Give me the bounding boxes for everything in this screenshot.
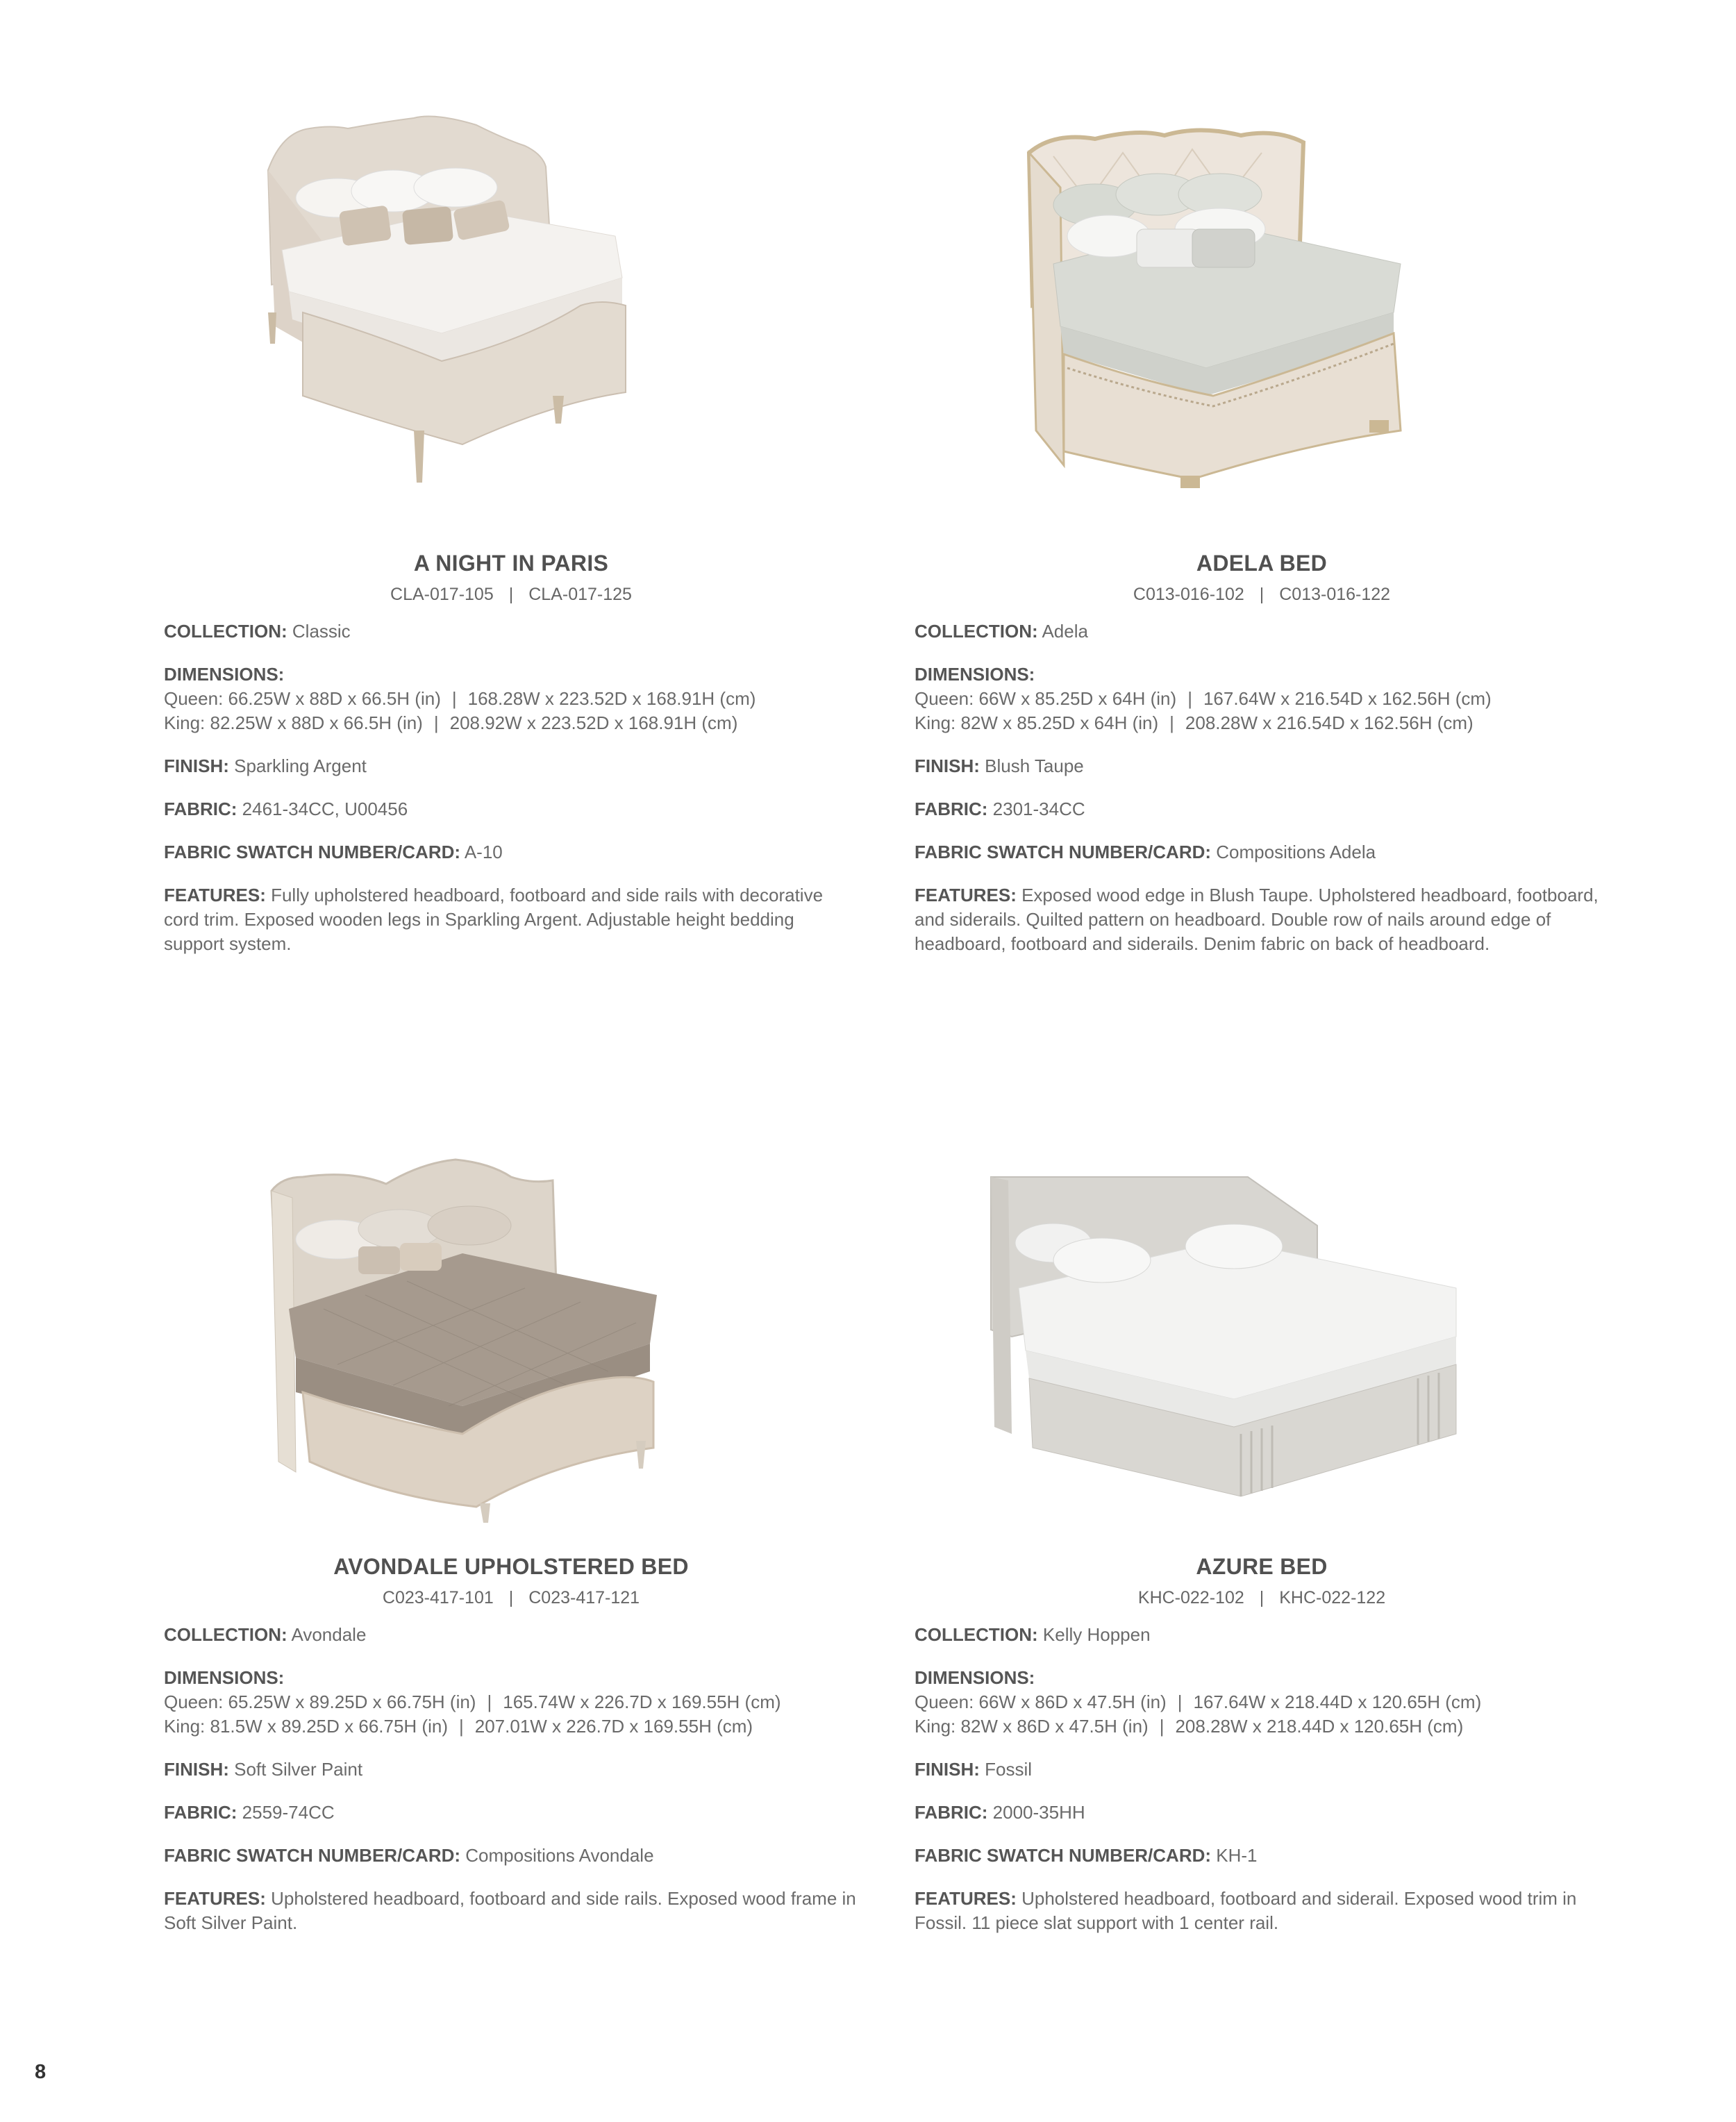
fabric-value: 2461-34CC, U00456: [242, 799, 408, 819]
sku-separator: |: [508, 1588, 514, 1607]
swatch-label: FABRIC SWATCH NUMBER/CARD:: [915, 1845, 1212, 1866]
dimensions-queen-in: Queen: 65.25W x 89.25D x 66.75H (in): [164, 1691, 476, 1712]
dimensions-king: [915, 1714, 1609, 1739]
collection-value: Kelly Hoppen: [1042, 1624, 1151, 1645]
dimension-separator: |: [487, 1691, 492, 1712]
product-details: [915, 1623, 1609, 1954]
dimension-separator: |: [1159, 1716, 1165, 1737]
swatch-value: Compositions Avondale: [465, 1845, 654, 1866]
dimensions-king-cm: 208.28W x 216.54D x 162.56H (cm): [1185, 712, 1474, 733]
dimensions-label: DIMENSIONS:: [164, 664, 285, 685]
finish-value: Fossil: [985, 1759, 1033, 1780]
fabric-value: 2301-34CC: [992, 799, 1085, 819]
sku-queen: KHC-022-102: [1137, 1588, 1244, 1607]
features-label: FEATURES:: [164, 885, 266, 905]
dimensions-queen-cm: 167.64W x 216.54D x 162.56H (cm): [1203, 688, 1492, 709]
fabric-row: [164, 1801, 858, 1825]
finish-row: [164, 754, 858, 778]
dimension-separator: |: [1187, 688, 1192, 709]
swatch-value: Compositions Adela: [1216, 842, 1376, 862]
dimensions-king-cm: 207.01W x 226.7D x 169.55H (cm): [474, 1716, 753, 1737]
product-details: [164, 619, 858, 975]
dimensions-queen-cm: 165.74W x 226.7D x 169.55H (cm): [503, 1691, 781, 1712]
fabric-value: 2000-35HH: [992, 1802, 1085, 1823]
product-details: [915, 619, 1609, 975]
dimensions-queen: [164, 687, 858, 711]
product-skus: [164, 585, 858, 605]
collection-value: Adela: [1042, 621, 1088, 642]
finish-row: [164, 1757, 858, 1782]
dimensions-label: DIMENSIONS:: [164, 1667, 285, 1688]
dimension-separator: |: [1177, 1691, 1183, 1712]
fabric-label: FABRIC:: [164, 1802, 237, 1823]
collection-value: Classic: [292, 621, 351, 642]
dimensions-king-cm: 208.28W x 218.44D x 120.65H (cm): [1175, 1716, 1464, 1737]
dimensions-king-cm: 208.92W x 223.52D x 168.91H (cm): [449, 712, 738, 733]
sku-king: C013-016-122: [1279, 585, 1391, 604]
dimensions-row: [915, 1666, 1609, 1739]
dimensions-row: [164, 662, 858, 735]
dimensions-queen-in: Queen: 66W x 86D x 47.5H (in): [915, 1691, 1167, 1712]
dimensions-king-in: King: 81.5W x 89.25D x 66.75H (in): [164, 1716, 448, 1737]
dimensions-king-in: King: 82.25W x 88D x 66.5H (in): [164, 712, 423, 733]
dimensions-label: DIMENSIONS:: [915, 1667, 1035, 1688]
dimensions-king-in: King: 82W x 86D x 47.5H (in): [915, 1716, 1149, 1737]
sku-queen: CLA-017-105: [390, 585, 494, 604]
swatch-label: FABRIC SWATCH NUMBER/CARD:: [915, 842, 1212, 862]
dimensions-queen-cm: 168.28W x 223.52D x 168.91H (cm): [467, 688, 756, 709]
sku-queen: C023-417-101: [382, 1588, 494, 1607]
swatch-row: [915, 840, 1609, 864]
sku-king: KHC-022-122: [1279, 1588, 1386, 1607]
collection-row: [915, 619, 1609, 644]
dimensions-queen-cm: 167.64W x 218.44D x 120.65H (cm): [1193, 1691, 1482, 1712]
product-image-adela-bed: [915, 104, 1609, 521]
swatch-value: KH-1: [1216, 1845, 1258, 1866]
finish-value: Blush Taupe: [985, 755, 1084, 776]
finish-row: [915, 754, 1609, 778]
product-skus: [915, 585, 1609, 605]
dimensions-queen: [915, 1690, 1609, 1714]
collection-label: COLLECTION:: [164, 1624, 287, 1645]
product-skus: [915, 1588, 1609, 1608]
dimensions-king: [915, 711, 1609, 735]
sku-king: CLA-017-125: [528, 585, 632, 604]
collection-label: COLLECTION:: [915, 621, 1038, 642]
sku-king: C023-417-121: [528, 1588, 640, 1607]
product-title: ADELA BED: [1196, 551, 1328, 576]
dimension-separator: |: [458, 1716, 464, 1737]
dimensions-queen: [164, 1690, 858, 1714]
collection-row: [164, 619, 858, 644]
fabric-label: FABRIC:: [915, 1802, 988, 1823]
dimensions-row: [164, 1666, 858, 1739]
product-title: A NIGHT IN PARIS: [413, 551, 609, 576]
swatch-row: [915, 1844, 1609, 1868]
features-row: [915, 1887, 1609, 1935]
features-value: Upholstered headboard, footboard and side rails. Exposed wood frame in Soft Silver Paint.: [164, 1888, 856, 1933]
collection-label: COLLECTION:: [164, 621, 287, 642]
product-image-a-night-in-paris: [164, 104, 858, 521]
dimensions-label: DIMENSIONS:: [915, 664, 1035, 685]
dimensions-queen: [915, 687, 1609, 711]
dimensions-king: [164, 711, 858, 735]
dimensions-row: [915, 662, 1609, 735]
features-value: Fully upholstered headboard, footboard and side rails with decorative cord trim. Exposed wooden legs in Sparkling Argent. Adjustable height bedding support system.: [164, 885, 824, 954]
dimensions-queen-in: Queen: 66W x 85.25D x 64H (in): [915, 688, 1177, 709]
finish-value: Soft Silver Paint: [234, 1759, 363, 1780]
features-label: FEATURES:: [915, 885, 1017, 905]
page-number: 8: [35, 2061, 47, 2083]
fabric-row: [915, 1801, 1609, 1825]
collection-value: Avondale: [291, 1624, 367, 1645]
dimension-separator: |: [451, 688, 457, 709]
fabric-row: [915, 797, 1609, 821]
swatch-value: A-10: [464, 842, 503, 862]
swatch-label: FABRIC SWATCH NUMBER/CARD:: [164, 842, 461, 862]
product-image-avondale-upholstered-bed: [164, 1108, 858, 1524]
swatch-row: [164, 1844, 858, 1868]
sku-queen: C013-016-102: [1133, 585, 1244, 604]
sku-separator: |: [1259, 1588, 1265, 1607]
features-label: FEATURES:: [164, 1888, 266, 1909]
features-value: Upholstered headboard, footboard and siderail. Exposed wood trim in Fossil. 11 piece slat support with 1 center rail.: [915, 1888, 1577, 1933]
product-title: AZURE BED: [1196, 1554, 1328, 1579]
fabric-value: 2559-74CC: [242, 1802, 335, 1823]
dimensions-king-in: King: 82W x 85.25D x 64H (in): [915, 712, 1159, 733]
collection-row: [915, 1623, 1609, 1647]
product-details: [164, 1623, 858, 1954]
features-row: [164, 1887, 858, 1935]
finish-label: FINISH:: [915, 1759, 980, 1780]
finish-row: [915, 1757, 1609, 1782]
features-label: FEATURES:: [915, 1888, 1017, 1909]
dimension-separator: |: [433, 712, 439, 733]
collection-label: COLLECTION:: [915, 1624, 1038, 1645]
product-skus: [164, 1588, 858, 1608]
dimension-separator: |: [1169, 712, 1174, 733]
finish-label: FINISH:: [164, 755, 229, 776]
swatch-label: FABRIC SWATCH NUMBER/CARD:: [164, 1845, 461, 1866]
swatch-row: [164, 840, 858, 864]
finish-value: Sparkling Argent: [234, 755, 367, 776]
product-image-azure-bed: [915, 1108, 1609, 1524]
sku-separator: |: [508, 585, 514, 604]
features-value: Exposed wood edge in Blush Taupe. Upholstered headboard, footboard, and siderails. Quilted pattern on headboard. Double row of nails around edge of headboard, footboard and siderails. Denim fabric on back of headboard.: [915, 885, 1599, 954]
dimensions-queen-in: Queen: 66.25W x 88D x 66.5H (in): [164, 688, 441, 709]
product-title: AVONDALE UPHOLSTERED BED: [333, 1554, 689, 1579]
sku-separator: |: [1259, 585, 1265, 604]
finish-label: FINISH:: [164, 1759, 229, 1780]
finish-label: FINISH:: [915, 755, 980, 776]
fabric-row: [164, 797, 858, 821]
features-row: [164, 883, 858, 956]
fabric-label: FABRIC:: [915, 799, 988, 819]
fabric-label: FABRIC:: [164, 799, 237, 819]
dimensions-king: [164, 1714, 858, 1739]
collection-row: [164, 1623, 858, 1647]
features-row: [915, 883, 1609, 956]
